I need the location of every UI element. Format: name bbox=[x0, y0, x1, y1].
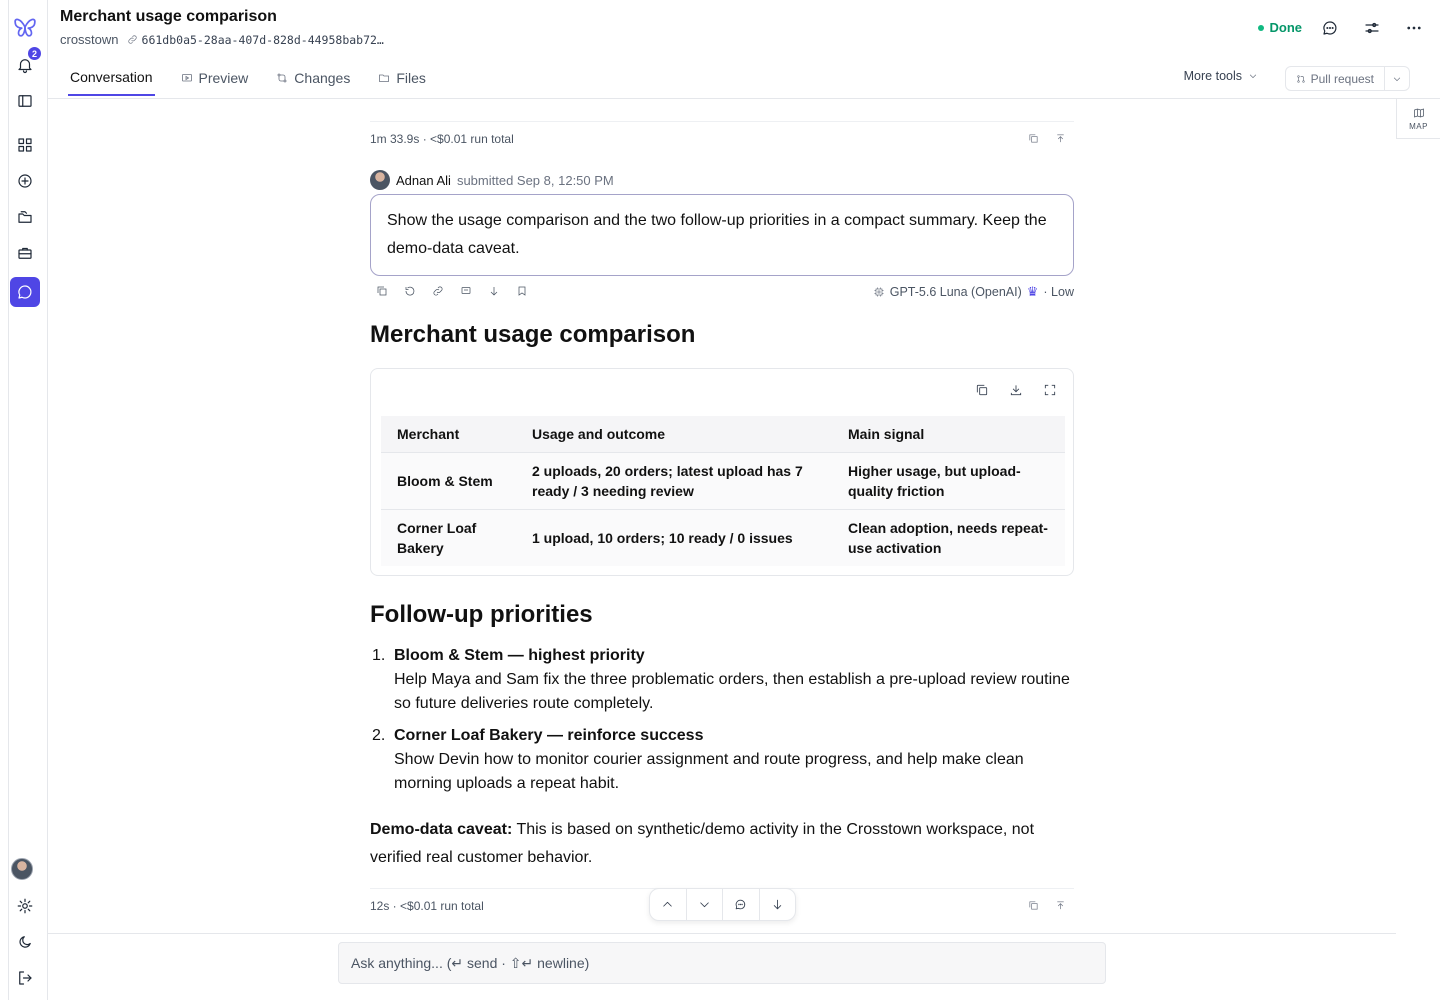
chevron-down-icon bbox=[1392, 74, 1402, 84]
copy-icon[interactable] bbox=[376, 285, 388, 297]
caveat-paragraph bbox=[370, 816, 1080, 872]
repo-line bbox=[60, 32, 384, 47]
pull-request-label: Pull request bbox=[1310, 71, 1374, 86]
message-actions bbox=[376, 285, 528, 297]
jump-to-prompt-button[interactable] bbox=[723, 889, 760, 920]
preview-icon bbox=[181, 72, 193, 84]
logo-icon[interactable] bbox=[10, 12, 40, 42]
column-header: Main signal bbox=[832, 416, 1065, 452]
git-compare-icon bbox=[276, 72, 288, 84]
grid-icon[interactable] bbox=[10, 130, 40, 160]
tab-label: Conversation bbox=[70, 69, 153, 85]
priorities-heading: Follow-up priorities bbox=[370, 601, 593, 628]
bookmark-icon[interactable] bbox=[516, 285, 528, 297]
table-row bbox=[381, 509, 1065, 566]
commit-link[interactable] bbox=[127, 33, 384, 47]
comparison-table bbox=[381, 416, 1065, 566]
response-heading: Merchant usage comparison bbox=[370, 321, 696, 348]
cpu-icon bbox=[873, 286, 885, 298]
link-icon bbox=[127, 34, 138, 45]
chat-nav-icon[interactable] bbox=[10, 277, 40, 307]
chevron-up-icon bbox=[661, 898, 674, 911]
user-prompt: Show the usage comparison and the two follow-up priorities in a compact summary. Keep the demo-data caveat. bbox=[370, 194, 1074, 276]
message-author-line bbox=[370, 170, 614, 190]
table-tools bbox=[975, 383, 1057, 397]
left-rail bbox=[0, 0, 48, 1000]
status-badge bbox=[1258, 20, 1303, 35]
tab-label: Files bbox=[396, 70, 426, 86]
more-tools-label: More tools bbox=[1183, 69, 1242, 83]
sliders-icon[interactable] bbox=[1360, 16, 1384, 40]
run-meta-text: 12s · <$0.01 run total bbox=[370, 898, 484, 913]
copy-icon[interactable] bbox=[1028, 900, 1039, 911]
priority-body: Show Devin how to monitor courier assignment and route progress, and help make clean morning uploads a repeat habit. bbox=[394, 751, 1024, 792]
folder-icon bbox=[378, 72, 390, 84]
status-label: Done bbox=[1269, 20, 1302, 35]
settings-gear-icon[interactable] bbox=[10, 891, 40, 921]
ask-input[interactable]: Ask anything... (↵ send · ⇧↵ newline) bbox=[338, 942, 1106, 984]
comment-box-icon[interactable] bbox=[460, 285, 472, 297]
table-cell: Bloom & Stem bbox=[381, 452, 516, 509]
previous-message-button[interactable] bbox=[650, 889, 687, 920]
logout-icon[interactable] bbox=[10, 963, 40, 993]
pull-request-button[interactable] bbox=[1285, 66, 1410, 91]
map-icon bbox=[1413, 107, 1425, 119]
download-icon[interactable] bbox=[1009, 383, 1023, 397]
comparison-table-card bbox=[370, 368, 1074, 576]
header bbox=[48, 0, 1440, 99]
pull-request-dropdown[interactable] bbox=[1385, 74, 1409, 84]
status-dot bbox=[1258, 25, 1264, 31]
link-icon[interactable] bbox=[432, 285, 444, 297]
model-info bbox=[873, 284, 1074, 300]
table-row bbox=[381, 452, 1065, 509]
tab-conversation[interactable] bbox=[68, 60, 155, 96]
repo-name[interactable]: crosstown bbox=[60, 32, 119, 47]
user-avatar[interactable] bbox=[11, 858, 33, 880]
sidebar-toggle-icon[interactable] bbox=[10, 86, 40, 116]
map-label: MAP bbox=[1409, 121, 1428, 131]
rail-edge bbox=[8, 0, 9, 1000]
table-cell: Corner Loaf Bakery bbox=[381, 509, 516, 566]
run-meta-text: 1m 33.9s · <$0.01 run total bbox=[370, 131, 514, 146]
tab-files[interactable] bbox=[376, 60, 428, 96]
comment-icon[interactable] bbox=[1318, 16, 1342, 40]
scroll-top-icon[interactable] bbox=[1055, 133, 1066, 144]
commit-hash: 661db0a5-28aa-407d-828d-44958bab72… bbox=[141, 32, 384, 47]
list-number: 2. bbox=[372, 727, 386, 744]
column-header: Usage and outcome bbox=[516, 416, 832, 452]
plus-circle-icon[interactable] bbox=[10, 166, 40, 196]
next-message-button[interactable] bbox=[687, 889, 724, 920]
priority-body: Help Maya and Sam fix the three problematic orders, then establish a pre-upload review routine so future deliveries route completely. bbox=[394, 671, 1070, 712]
more-options-icon[interactable] bbox=[1402, 16, 1426, 40]
tab-label: Changes bbox=[294, 70, 351, 86]
author-name: Adnan Ali bbox=[396, 172, 451, 188]
column-header: Merchant bbox=[381, 416, 516, 452]
table-cell: Clean adoption, needs repeat-use activation bbox=[832, 509, 1065, 566]
priority-title: Bloom & Stem — highest priority bbox=[394, 647, 645, 664]
map-button[interactable] bbox=[1396, 99, 1440, 139]
caveat-label: Demo-data caveat: bbox=[370, 821, 513, 838]
copy-icon[interactable] bbox=[975, 383, 989, 397]
folders-icon[interactable] bbox=[10, 202, 40, 232]
list-item bbox=[370, 644, 1074, 716]
arrow-down-icon[interactable] bbox=[488, 285, 500, 297]
tab-changes[interactable] bbox=[274, 60, 352, 96]
scroll-top-icon[interactable] bbox=[1055, 900, 1066, 911]
table-cell: 2 uploads, 20 orders; latest upload has 7 ready / 3 needing review bbox=[516, 452, 832, 509]
priority-title: Corner Loaf Bakery — reinforce success bbox=[394, 727, 704, 744]
chevron-down-icon bbox=[698, 898, 711, 911]
moon-icon[interactable] bbox=[10, 927, 40, 957]
caveat-text: This is based on synthetic/demo activity in the Crosstown workspace, not verified real customer behavior. bbox=[370, 821, 1035, 866]
arrow-down-icon bbox=[771, 898, 784, 911]
priorities-list bbox=[370, 644, 1074, 804]
more-tools-button[interactable] bbox=[1184, 69, 1258, 83]
briefcase-icon[interactable] bbox=[10, 238, 40, 268]
git-pull-request-icon bbox=[1296, 74, 1306, 84]
model-name: GPT-5.6 Luna (OpenAI) bbox=[889, 285, 1022, 299]
notification-badge: 2 bbox=[27, 46, 42, 61]
submitted-time: submitted Sep 8, 12:50 PM bbox=[456, 172, 614, 188]
table-header-row bbox=[381, 416, 1065, 452]
retry-icon[interactable] bbox=[404, 285, 416, 297]
table-cell: Higher usage, but upload-quality friction bbox=[832, 452, 1065, 509]
table-cell: 1 upload, 10 orders; 10 ready / 0 issues bbox=[516, 509, 832, 566]
tab-bar bbox=[68, 60, 428, 99]
author-avatar bbox=[370, 170, 390, 190]
pull-request-main[interactable] bbox=[1286, 67, 1385, 90]
copy-icon[interactable] bbox=[1028, 133, 1039, 144]
model-effort: · Low bbox=[1043, 285, 1074, 299]
list-number: 1. bbox=[372, 647, 386, 664]
tab-label: Preview bbox=[198, 70, 249, 86]
fullscreen-icon[interactable] bbox=[1043, 383, 1057, 397]
tab-preview[interactable] bbox=[179, 60, 251, 96]
crown-icon: ♛ bbox=[1026, 284, 1039, 299]
message-nav-pill bbox=[649, 888, 796, 921]
page-title: Merchant usage comparison bbox=[60, 8, 277, 25]
list-item bbox=[370, 724, 1074, 796]
chevron-down-icon bbox=[1248, 71, 1258, 81]
chat-icon bbox=[734, 898, 747, 911]
run-meta-top bbox=[370, 121, 1074, 155]
scroll-bottom-button[interactable] bbox=[760, 889, 796, 920]
